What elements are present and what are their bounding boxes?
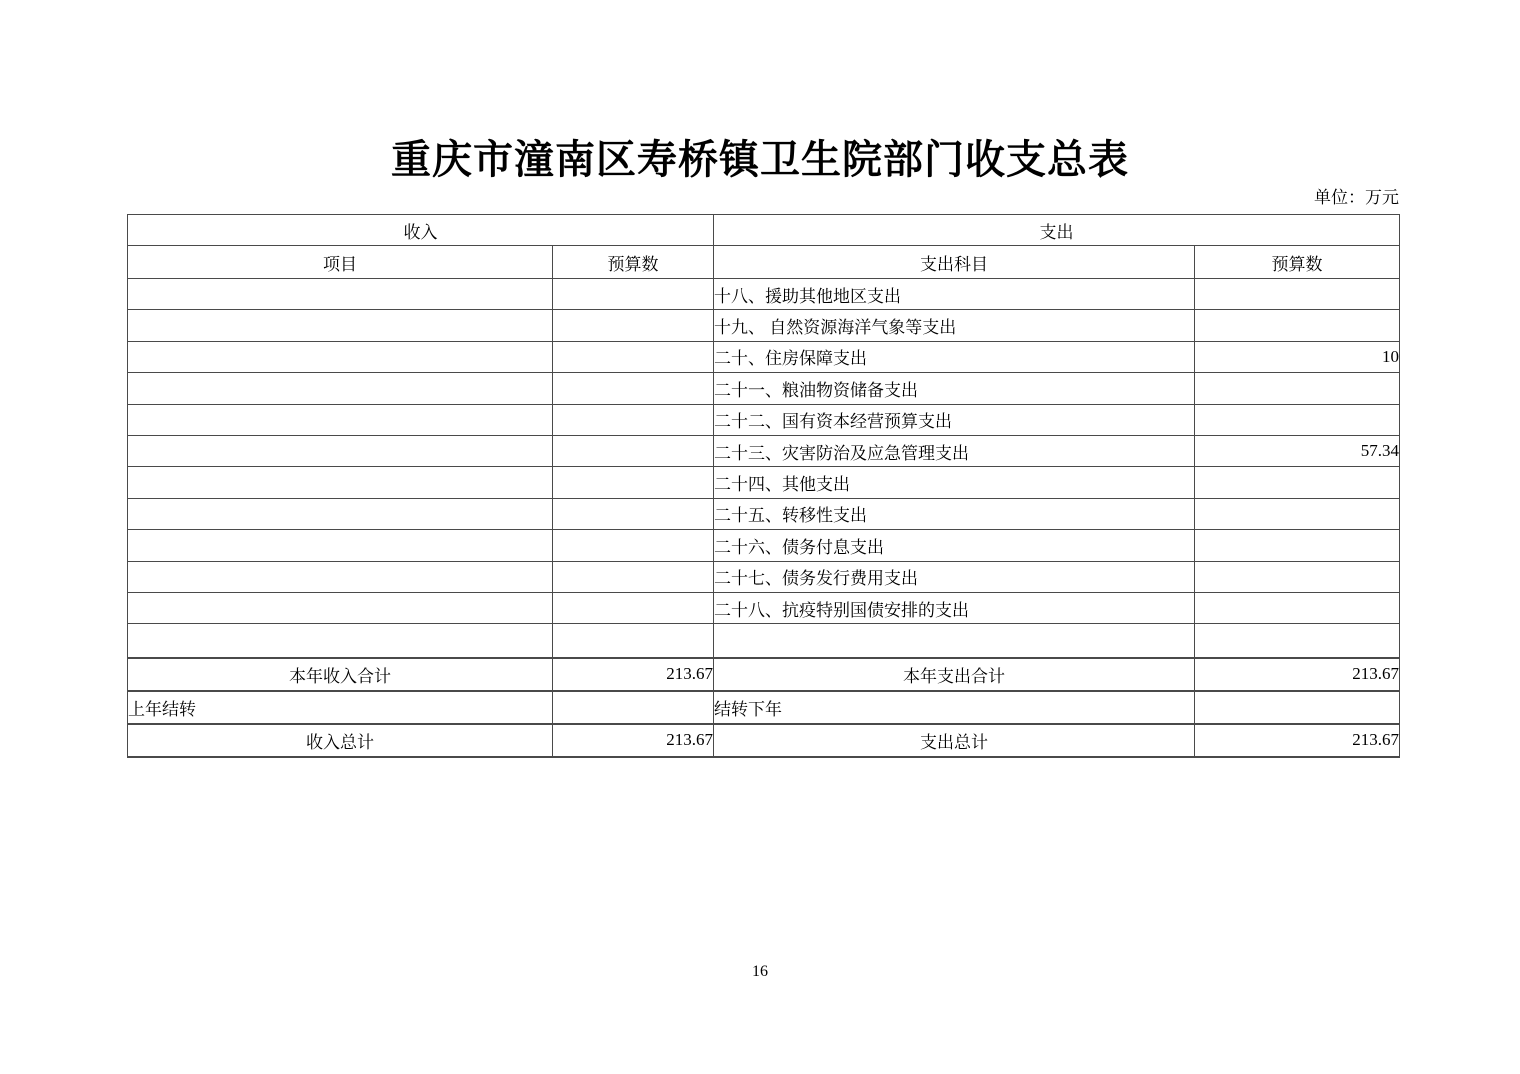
income-budget-cell: [553, 341, 714, 372]
income-section-header: 收入: [128, 215, 714, 246]
budget-table: [127, 214, 1400, 758]
expense-budget-cell: [1195, 279, 1400, 310]
table-row: [128, 279, 1400, 310]
income-total-value: 213.67: [553, 658, 714, 691]
income-total-label: 本年收入合计: [128, 658, 553, 691]
expense-section-header: 支出: [714, 215, 1400, 246]
page-title: 重庆市潼南区寿桥镇卫生院部门收支总表: [391, 138, 1129, 182]
expense-item-cell: 二十六、债务付息支出: [714, 530, 1195, 561]
income-budget-cell: [553, 498, 714, 529]
expense-item-cell: 二十一、粮油物资储备支出: [714, 373, 1195, 404]
expense-item-cell: 二十、住房保障支出: [714, 341, 1195, 372]
table-row: [128, 404, 1400, 435]
table-row: [128, 310, 1400, 341]
income-item-header: 项目: [128, 246, 553, 279]
income-carryover-label: 上年结转: [128, 691, 553, 724]
income-budget-cell: [553, 373, 714, 404]
table-row: [128, 498, 1400, 529]
income-item-cell: [128, 310, 553, 341]
expense-item-cell: 十九、 自然资源海洋气象等支出: [714, 310, 1195, 341]
expense-item-cell: [714, 624, 1195, 658]
table-row: [128, 624, 1400, 658]
income-item-cell: [128, 498, 553, 529]
unit-note: 单位：万元: [1314, 188, 1399, 207]
expense-budget-cell: [1195, 310, 1400, 341]
table-row: [128, 373, 1400, 404]
income-budget-cell: [553, 279, 714, 310]
expense-budget-cell: [1195, 467, 1400, 498]
expense-carryover-value: [1195, 691, 1400, 724]
page-number: 16: [752, 963, 768, 980]
expense-budget-header: 预算数: [1195, 246, 1400, 279]
expense-item-cell: 二十二、国有资本经营预算支出: [714, 404, 1195, 435]
income-item-cell: [128, 435, 553, 466]
expense-carryover-label: 结转下年: [714, 691, 1195, 724]
income-budget-cell: [553, 404, 714, 435]
income-item-cell: [128, 561, 553, 592]
table-row: [128, 561, 1400, 592]
expense-budget-cell: [1195, 561, 1400, 592]
income-budget-header: 预算数: [553, 246, 714, 279]
expense-budget-cell: [1195, 404, 1400, 435]
table-row: [128, 467, 1400, 498]
expense-grand-total-value: 213.67: [1195, 724, 1400, 757]
table-row: [128, 592, 1400, 623]
income-budget-cell: [553, 624, 714, 658]
income-budget-cell: [553, 310, 714, 341]
table-row: [128, 435, 1400, 466]
income-item-cell: [128, 373, 553, 404]
expense-item-cell: 二十七、债务发行费用支出: [714, 561, 1195, 592]
column-header-row: [128, 246, 1400, 279]
income-item-cell: [128, 530, 553, 561]
expense-budget-cell: 57.34: [1195, 435, 1400, 466]
income-budget-cell: [553, 530, 714, 561]
income-item-cell: [128, 404, 553, 435]
table-row: [128, 530, 1400, 561]
expense-budget-cell: [1195, 498, 1400, 529]
income-carryover-value: [553, 691, 714, 724]
summary-row-annual-total: [128, 658, 1400, 691]
expense-item-header: 支出科目: [714, 246, 1195, 279]
income-item-cell: [128, 341, 553, 372]
expense-grand-total-label: 支出总计: [714, 724, 1195, 757]
income-item-cell: [128, 624, 553, 658]
expense-budget-cell: [1195, 592, 1400, 623]
income-budget-cell: [553, 467, 714, 498]
expense-item-cell: 二十三、灾害防治及应急管理支出: [714, 435, 1195, 466]
income-budget-cell: [553, 561, 714, 592]
income-grand-total-label: 收入总计: [128, 724, 553, 757]
table-row: [128, 341, 1400, 372]
expense-total-value: 213.67: [1195, 658, 1400, 691]
expense-budget-cell: 10: [1195, 341, 1400, 372]
income-item-cell: [128, 279, 553, 310]
income-item-cell: [128, 467, 553, 498]
summary-row-grand-total: [128, 724, 1400, 757]
income-budget-cell: [553, 592, 714, 623]
income-budget-cell: [553, 435, 714, 466]
income-item-cell: [128, 592, 553, 623]
expense-budget-cell: [1195, 530, 1400, 561]
expense-item-cell: 二十五、转移性支出: [714, 498, 1195, 529]
expense-total-label: 本年支出合计: [714, 658, 1195, 691]
income-grand-total-value: 213.67: [553, 724, 714, 757]
expense-budget-cell: [1195, 624, 1400, 658]
summary-row-carryover: [128, 691, 1400, 724]
expense-item-cell: 十八、援助其他地区支出: [714, 279, 1195, 310]
section-header-row: [128, 215, 1400, 246]
expense-item-cell: 二十八、抗疫特别国债安排的支出: [714, 592, 1195, 623]
expense-item-cell: 二十四、其他支出: [714, 467, 1195, 498]
expense-budget-cell: [1195, 373, 1400, 404]
